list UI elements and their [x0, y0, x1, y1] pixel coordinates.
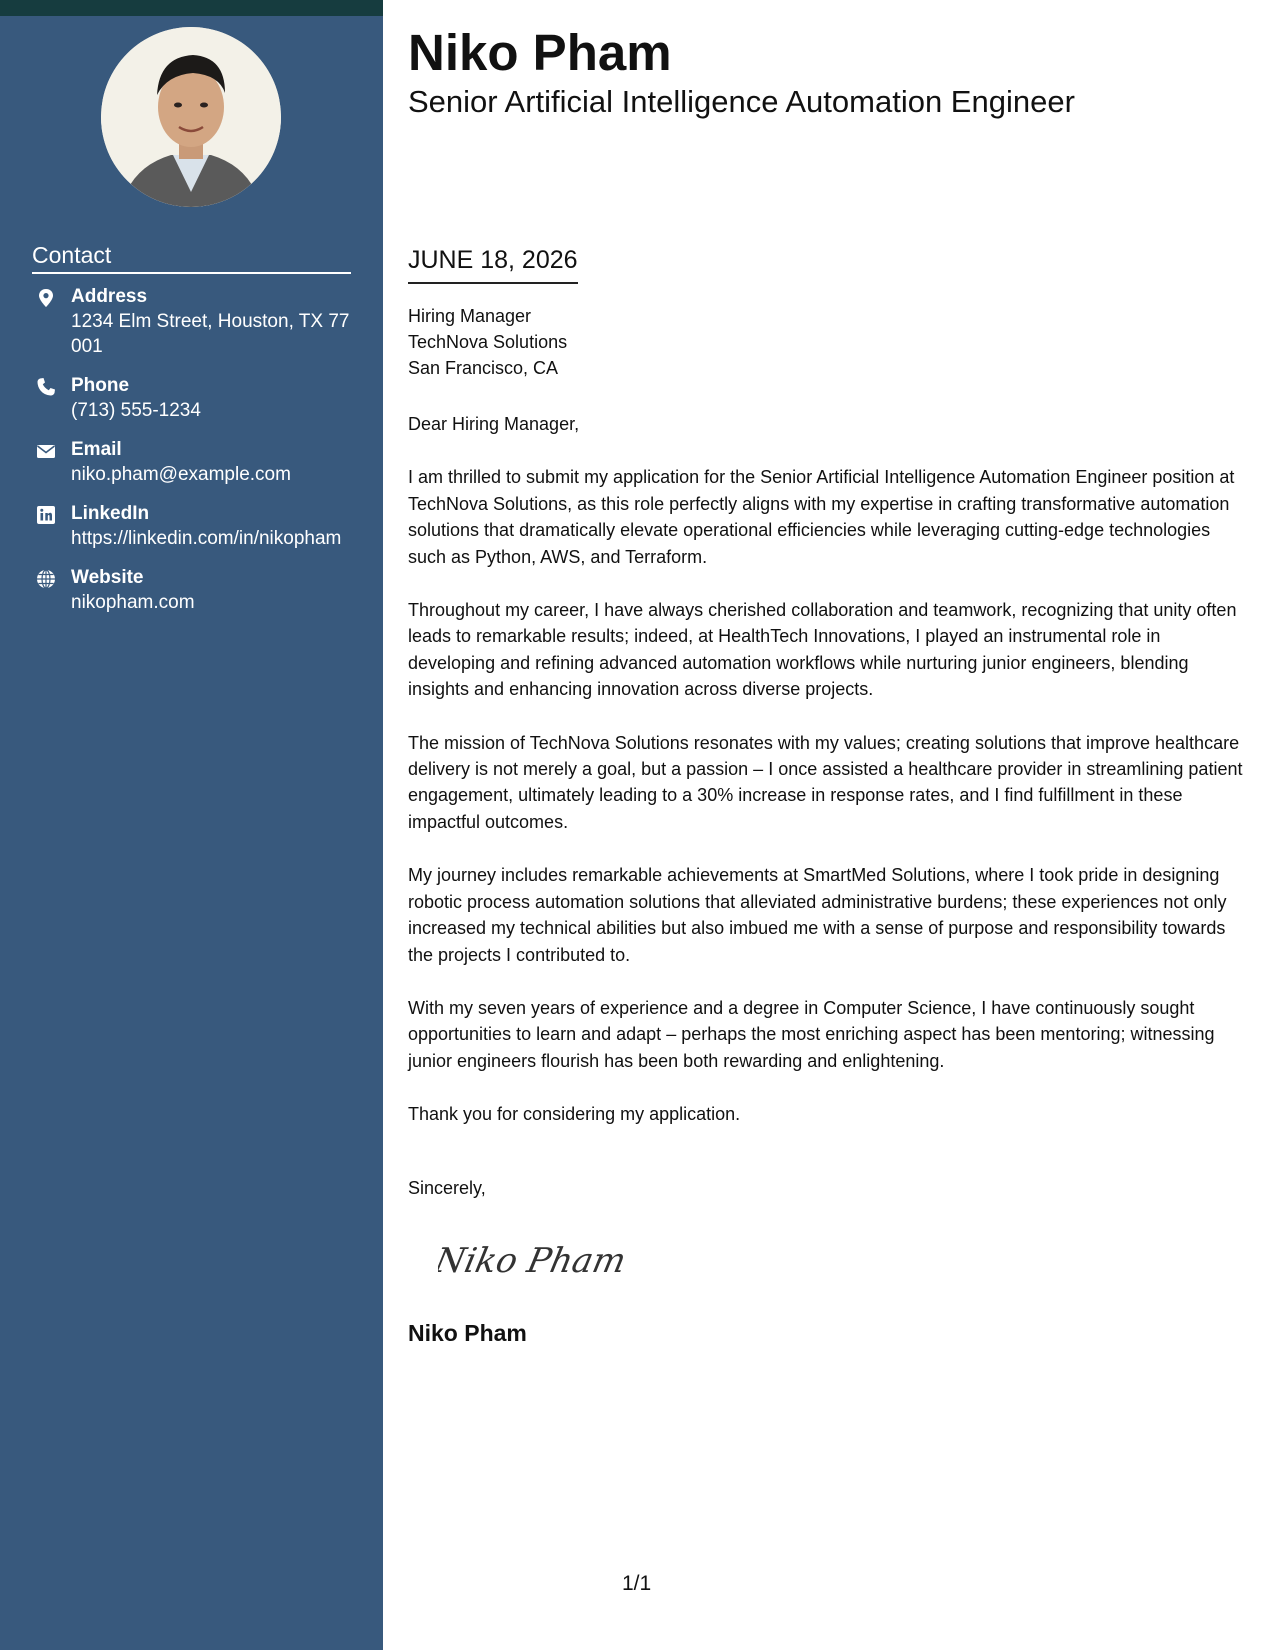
recipient-block [408, 303, 567, 381]
letter-date: JUNE 18, 2026 [408, 244, 578, 284]
sidebar [0, 0, 383, 1650]
body-paragraph: My journey includes remarkable achievements at SmartMed Solutions, where I took pride in designing robotic process automation solutions that alleviated administrative burdens; these experiences not only increased my technical abilities but also imbued me with a sense of purpose and responsibility towards the projects I contributed to. [408, 865, 1227, 965]
contact-value-linkedin[interactable]: https://linkedin.com/in/nikopham [71, 528, 342, 549]
applicant-title: Senior Artificial Intelligence Automation Engineer [408, 84, 1075, 119]
body-paragraph: Throughout my career, I have always cherished collaboration and teamwork, recognizing that unity often leads to remarkable results; indeed, at HealthTech Innovations, I played an instrumental role in developing and refining advanced automation workflows while nurturing junior engineers, blending insights and enhancing innovation across diverse projects. [408, 600, 1237, 700]
sidebar-top-bar [0, 0, 383, 16]
contact-item-linkedin [32, 501, 352, 551]
contact-item-phone [32, 373, 352, 423]
applicant-name: Niko Pham [408, 24, 672, 81]
salutation: Dear Hiring Manager, [408, 414, 580, 434]
contact-item-website [32, 565, 352, 615]
body-paragraph: Thank you for considering my application. [408, 1104, 741, 1125]
recipient-line: Hiring Manager [408, 306, 532, 326]
contact-label-linkedin: LinkedIn [71, 503, 150, 524]
body-paragraph: With my seven years of experience and a degree in Computer Science, I have continuously sought opportunities to learn and adapt – perhaps the most enriching aspect has been mentoring; witnessing junior engineers flourish has been both rewarding and enlightening. [408, 997, 1215, 1071]
contact-label-website: Website [71, 567, 144, 588]
recipient-line: San Francisco, CA [408, 358, 559, 378]
contact-value-phone: (713) 555-1234 [71, 400, 201, 421]
contact-value-email[interactable]: niko.pham@example.com [71, 464, 291, 485]
location-pin-icon [36, 288, 56, 308]
contact-heading: Contact [32, 240, 351, 274]
body-paragraph: The mission of TechNova Solutions resonates with my values; creating solutions that improve healthcare delivery is not merely a goal, but a passion – I once assisted a healthcare provider in streamlining patient engagement, ultimately leading to a 30% increase in response rates, and I find fulfillment in these impactful outcomes. [408, 732, 1243, 832]
contact-item-email [32, 437, 352, 487]
letter-body [408, 411, 1248, 1155]
linkedin-icon [36, 505, 56, 525]
handwritten-signature [438, 1230, 638, 1295]
envelope-icon [36, 441, 56, 461]
globe-icon [36, 569, 56, 589]
contact-value-website[interactable]: nikopham.com [71, 592, 195, 613]
signed-name: Niko Pham [408, 1320, 527, 1346]
contact-item-address [32, 284, 352, 359]
contact-label-email: Email [71, 439, 122, 460]
page-number: 1/1 [622, 1572, 652, 1595]
contact-label-phone: Phone [71, 375, 130, 396]
closing: Sincerely, [408, 1178, 486, 1198]
avatar-portrait-image [101, 27, 281, 207]
signature-script: Niko Pham [438, 1241, 630, 1281]
contact-label-address: Address [71, 286, 148, 307]
contact-list [32, 284, 352, 629]
phone-icon [36, 377, 56, 397]
avatar [101, 27, 281, 207]
body-paragraph: I am thrilled to submit my application for the Senior Artificial Intelligence Automation Engineer position at TechNova Solutions, as this role perfectly aligns with my expertise in crafting transformative automation solutions that dramatically elevate operational efficiencies while leveraging cutting-edge technologies such as Python, AWS, and Terraform. [408, 467, 1235, 567]
recipient-line: TechNova Solutions [408, 332, 568, 352]
contact-value-address: 1234 Elm Street, Houston, TX 77001 [71, 311, 350, 357]
